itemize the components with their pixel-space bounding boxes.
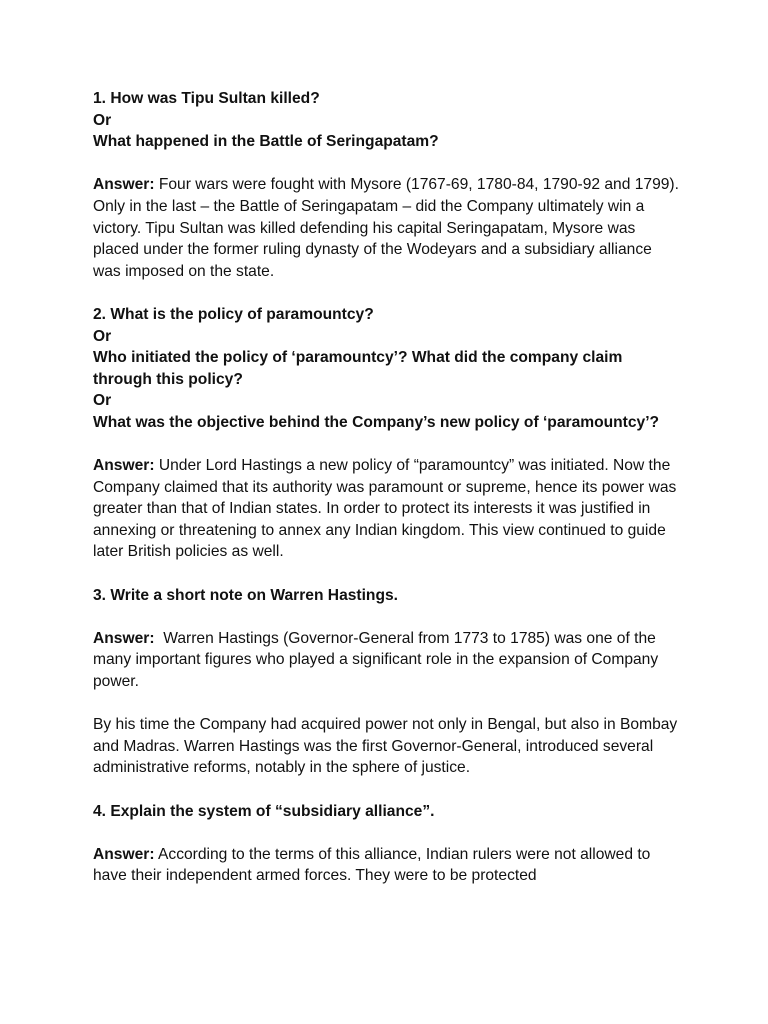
- spacer: [93, 563, 683, 585]
- answer-3: [93, 628, 683, 693]
- answer-4: [93, 844, 683, 887]
- spacer: [93, 693, 683, 715]
- answer-label: Answer:: [93, 629, 155, 647]
- answer-3-paragraph-2: By his time the Company had acquired power not only in Bengal, but also in Bombay and Madras. Warren Hastings was the first Governor-General, introduced several administrative reforms, notably in the sphere of justice.: [93, 716, 678, 777]
- spacer: [93, 606, 683, 628]
- question-2-alt-1: Who initiated the policy of ‘paramountcy’? What did the company claim through this policy?: [93, 349, 623, 388]
- spacer: [93, 282, 683, 304]
- answer-2: [93, 455, 683, 563]
- spacer: [93, 822, 683, 844]
- question-2: 2. What is the policy of paramountcy?: [93, 305, 374, 323]
- question-1: 1. How was Tipu Sultan killed?: [93, 90, 320, 107]
- spacer: [93, 779, 683, 801]
- answer-2-text: Under Lord Hastings a new policy of “paramountcy” was initiated. Now the Company claimed that its authority was paramount or supreme, hence its power was greater than that of Indian states. In order to protect its interests it was justified in annexing or threatening to annex any Indian kingdom. This view continued to guide later British policies as well.: [93, 457, 677, 561]
- answer-1-text: Four wars were fought with Mysore (1767-69, 1780-84, 1790-92 and 1799). Only in the last – the Battle of Seringapatam – did the Company ultimately win a victory. Tipu Sultan was killed defending his capital Seringapatam, Mysore was placed under the former ruling dynasty of the Wodeyars and a subsidiary alliance was imposed on the state.: [93, 176, 679, 280]
- answer-label: Answer:: [93, 845, 155, 863]
- document-page: [93, 88, 683, 887]
- spacer: [93, 434, 683, 456]
- question-3: 3. Write a short note on Warren Hastings.: [93, 586, 398, 604]
- answer-4-text: According to the terms of this alliance, Indian rulers were not allowed to have their independent armed forces. They were to be protected: [93, 845, 651, 885]
- question-2-alt-2: What was the objective behind the Company’s new policy of ‘paramountcy’?: [93, 413, 660, 431]
- answer-3-text: Warren Hastings (Governor-General from 1773 to 1785) was one of the many important figures who played a significant role in the expansion of Company power.: [93, 629, 663, 691]
- question-1-or: Or: [93, 111, 112, 129]
- spacer: [93, 153, 683, 175]
- answer-label: Answer:: [93, 457, 155, 475]
- question-1-alt: What happened in the Battle of Seringapatam?: [93, 133, 439, 151]
- question-2-or-2: Or: [93, 392, 112, 410]
- question-4: 4. Explain the system of “subsidiary alliance”.: [93, 802, 435, 820]
- answer-label: Answer:: [93, 176, 155, 194]
- question-2-or-1: Or: [93, 327, 112, 345]
- answer-1: [93, 174, 683, 282]
